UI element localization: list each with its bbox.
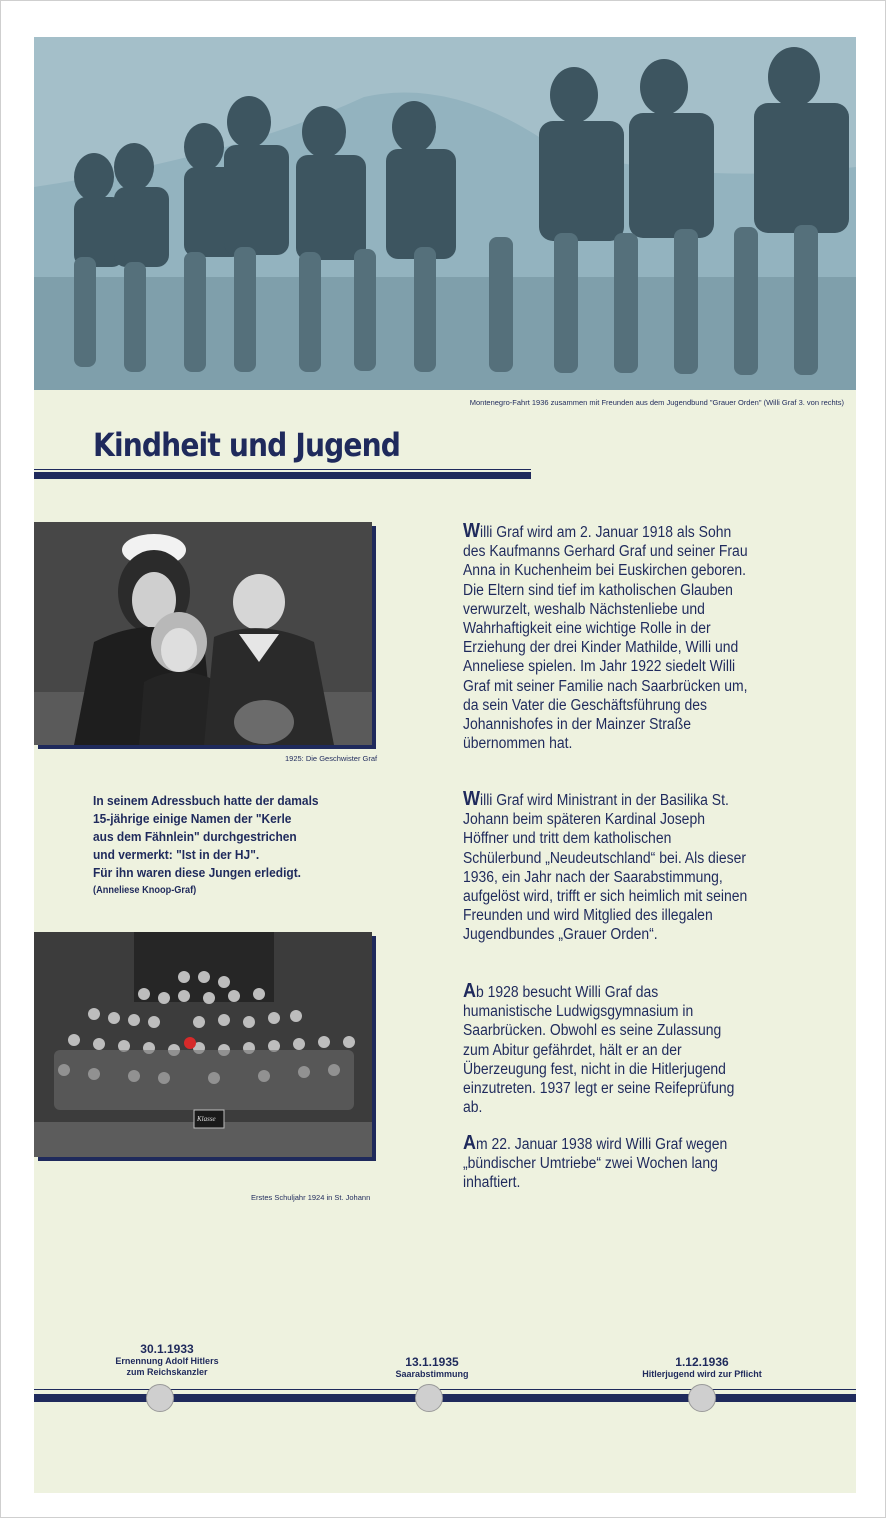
paragraph-3	[463, 982, 751, 1117]
timeline-dot-1936	[688, 1384, 716, 1412]
school-sign-text: Klasse	[197, 1115, 216, 1123]
timeline-label-1935	[352, 1355, 512, 1380]
timeline-label-1936	[622, 1355, 782, 1380]
quote-block	[93, 792, 369, 900]
quote-line: und vermerkt: "Ist in der HJ".	[93, 847, 260, 862]
paragraph-4	[463, 1134, 751, 1193]
paragraph-2	[463, 790, 751, 945]
timeline-dot-1935	[415, 1384, 443, 1412]
timeline-text: zum Reichskanzler	[126, 1367, 208, 1377]
header-photo	[34, 37, 856, 390]
school-photo-caption: Erstes Schuljahr 1924 in St. Johann	[251, 1193, 371, 1202]
siblings-photo-illustration	[34, 522, 372, 745]
timeline-text: Ernennung Adolf Hitlers	[115, 1356, 219, 1366]
title-rule	[34, 472, 531, 479]
timeline-date: 13.1.1935	[405, 1355, 459, 1369]
drop-initial: W	[463, 788, 481, 810]
timeline-text: Saarabstimmung	[395, 1369, 469, 1379]
quote-line: Für ihn waren diese Jungen erledigt.	[93, 865, 302, 880]
quote-line: aus dem Fähnlein" durchgestrichen	[93, 829, 297, 844]
title-rule-thin	[34, 469, 531, 470]
paragraph-text: b 1928 besucht Willi Graf das humanistische Ludwigsgymnasium in Saarbrücken. Obwohl es seine Zulassung zum Abitur gefährdet, hält er an der Überzeugung fest, nicht in die Hitlerjugend einzutreten. 1937 legt er seine Reifeprüfung ab.	[463, 984, 735, 1117]
quote-author: (Anneliese Knoop-Graf)	[93, 885, 197, 896]
school-class-photo	[34, 932, 372, 1157]
header-photo-illustration	[34, 37, 856, 390]
quote-line: In seinem Adressbuch hatte der damals	[93, 793, 319, 808]
quote-line: 15-jährige einige Namen der "Kerle	[93, 811, 292, 826]
red-marker	[184, 1037, 196, 1049]
paragraph-1	[463, 522, 751, 753]
paragraph-text: illi Graf wird Ministrant in der Basilika St. Johann beim späteren Kardinal Joseph Höffner und tritt dem katholischen Schülerbund „Neudeutschland“ bei. Als dieser 1936, ein Jahr nach der Saarabstimmung, aufgelöst wird, trifft er sich heimlich mit seinen Freunden und wird Mitglied des illegalen Jugendbundes „Grauer Orden“.	[463, 792, 748, 944]
header-photo-caption: Montenegro-Fahrt 1936 zusammen mit Freunden aus dem Jugendbund "Grauer Orden" (Willi Graf 3. von rechts)	[469, 398, 844, 407]
paragraph-text: m 22. Januar 1938 wird Willi Graf wegen „bündischer Umtriebe“ zwei Wochen lang inhaftiert.	[463, 1136, 728, 1192]
siblings-photo	[34, 522, 372, 745]
timeline-date: 1.12.1936	[675, 1355, 729, 1369]
drop-initial: A	[463, 980, 477, 1002]
drop-initial: A	[463, 1132, 477, 1154]
drop-initial: W	[463, 520, 481, 542]
paragraph-text: illi Graf wird am 2. Januar 1918 als Sohn des Kaufmanns Gerhard Graf und seiner Frau Anna in Kuchenheim bei Euskirchen geboren. Die Eltern sind tief im katholischen Glauben verwurzelt, weshalb Nächstenliebe und Wahrhaftigkeit eine wichtige Rolle in der Erziehung der drei Kinder Mathilde, Willi und Anneliese spielen. Im Jahr 1922 siedelt Willi Graf mit seiner Familie nach Saarbrücken um, da sein Vater die Geschäftsführung des Johannishofes in der Mainzer Straße übernommen hat.	[463, 524, 748, 753]
school-class-photo-illustration	[34, 932, 372, 1157]
timeline-text: Hitlerjugend wird zur Pflicht	[642, 1369, 762, 1379]
page-title: Kindheit und Jugend	[93, 426, 401, 464]
timeline-dot-1933	[146, 1384, 174, 1412]
timeline-date: 30.1.1933	[140, 1342, 194, 1356]
timeline-label-1933	[87, 1342, 247, 1378]
siblings-photo-caption: 1925: Die Geschwister Graf	[285, 754, 378, 763]
